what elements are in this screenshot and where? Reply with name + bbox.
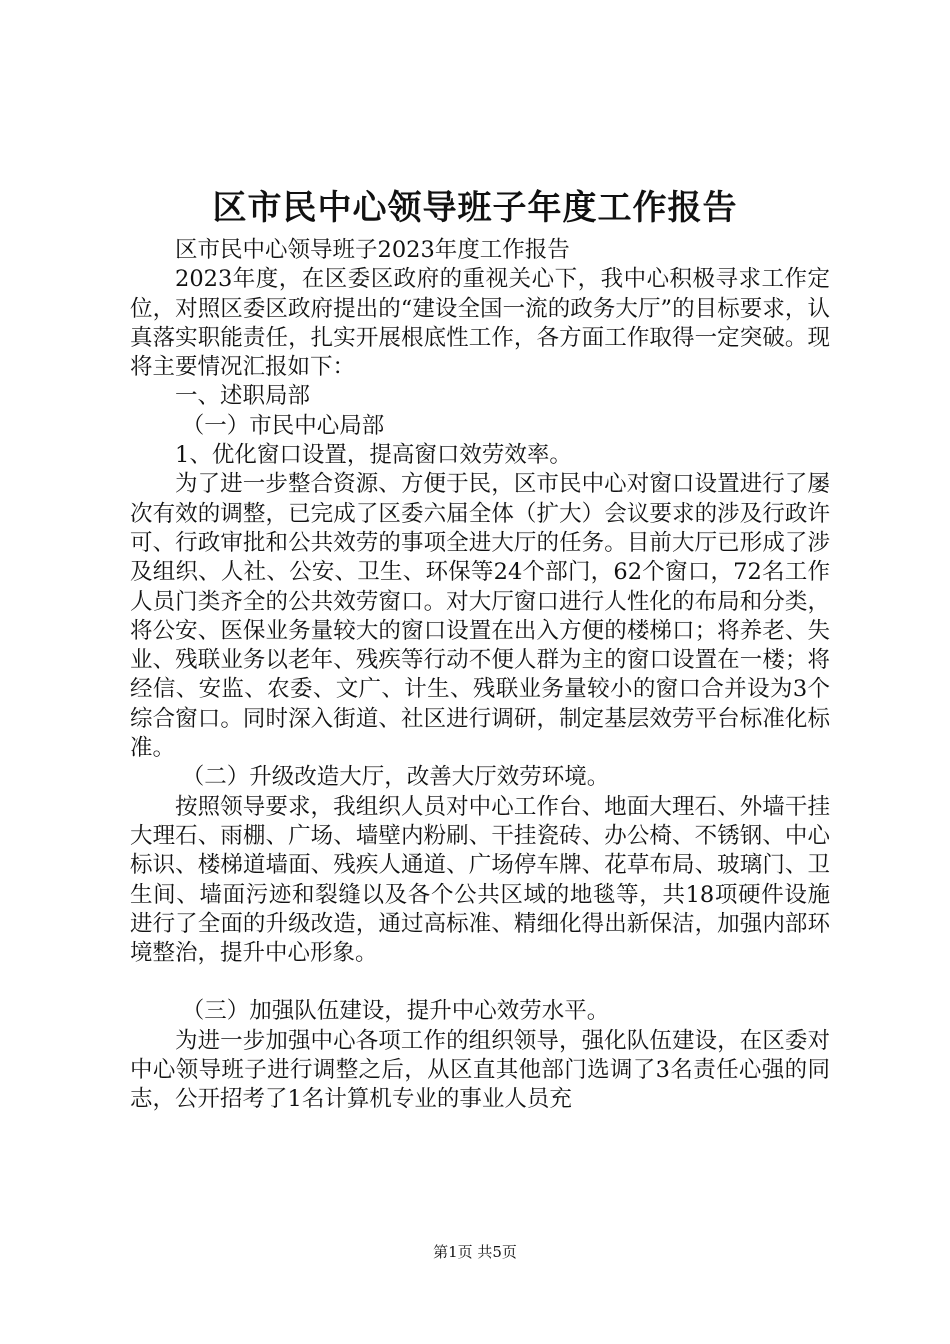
heading-subsection-one: （一）市民中心局部 — [181, 412, 385, 439]
paragraph-team-building: 为进一步加强中心各项工作的组织领导，强化队伍建设，在区委对中心领导班子进行调整之后，从区直其他部门选调了3名责任心强的同志，公开招考了1名计算机专业的事业人员充 — [130, 1027, 830, 1113]
document-title: 区市民中心领导班子年度工作报告 — [212, 188, 738, 228]
page-footer: 第1页 共5页 — [433, 1243, 517, 1261]
paragraph-window-setup: 为了进一步整合资源、方便于民，区市民中心对窗口设置进行了屡次有效的调整，已完成了区委六届全体（扩大）会议要求的涉及行政许可、行政审批和公共效劳的事项全进大厅的任务。目前大厅已形成了涉及组织、人社、公安、卫生、环保等24个部门，62个窗口，72名工作人员门类齐全的公共效劳窗口。对大厅窗口进行人性化的布局和分类，将公安、医保业务量较大的窗口设置在出入方便的楼梯口；将养老、失业、残联业务以老年、残疾等行动不便人群为主的窗口设置在一楼；将经信、安监、农委、文广、计生、残联业务量较小的窗口合并设为3个综合窗口。同时深入街道、社区进行调研，制定基层效劳平台标准化标准。 — [130, 471, 830, 762]
paragraph-intro: 2023年度，在区委区政府的重视关心下，我中心积极寻求工作定位，对照区委区政府提出的“建设全国一流的政务大厅”的目标要求，认真落实职能责任，扎实开展根底性工作，各方面工作取得一定突破。现将主要情况汇报如下： — [130, 266, 830, 381]
paragraph-report-heading: 区市民中心领导班子2023年度工作报告 — [175, 237, 570, 263]
heading-item-one: 1、优化窗口设置，提高窗口效劳效率。 — [175, 442, 572, 469]
document-body — [130, 236, 830, 1115]
paragraph-hall-upgrade: 按照领导要求，我组织人员对中心工作台、地面大理石、外墙干挂大理石、雨棚、广场、墙壁内粉刷、干挂瓷砖、办公椅、不锈钢、中心标识、楼梯道墙面、残疾人通道、广场停车牌、花草布局、玻璃门、卫生间、墙面污迹和裂缝以及各个公共区域的地毯等，共18项硬件设施进行了全面的升级改造，通过高标准、精细化得出新保洁，加强内部环境整治，提升中心形象。 — [130, 793, 830, 967]
heading-subsection-two: （二）升级改造大厅，改善大厅效劳环境。 — [181, 764, 610, 791]
heading-section-one: 一、述职局部 — [175, 383, 311, 410]
heading-subsection-three: （三）加强队伍建设，提升中心效劳水平。 — [181, 998, 610, 1025]
